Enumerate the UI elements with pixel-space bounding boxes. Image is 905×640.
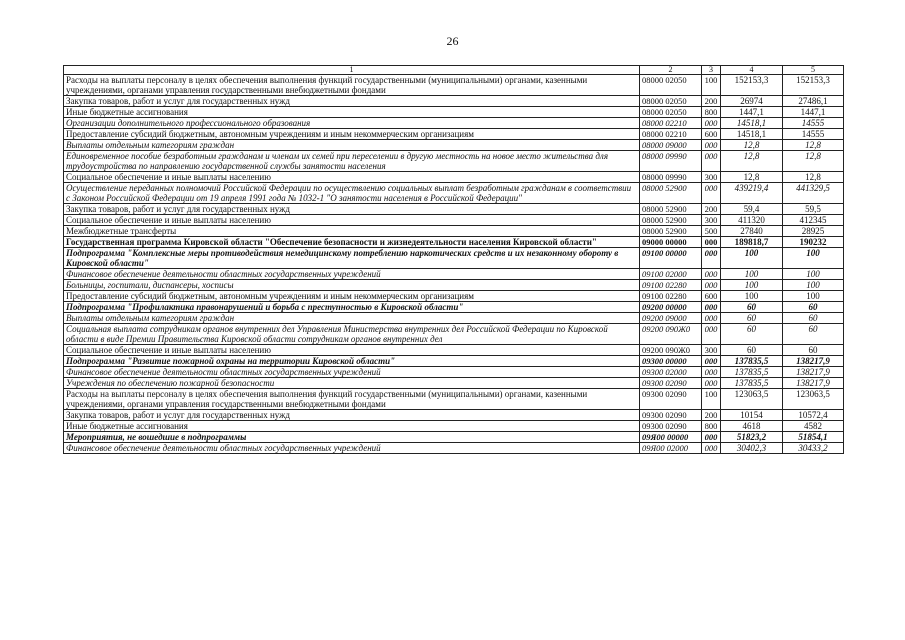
row-amount-2-cell: 441329,5 [783, 183, 844, 204]
row-amount-1-cell: 12,8 [721, 140, 783, 151]
table-row [64, 107, 844, 118]
row-amount-2-cell: 60 [783, 313, 844, 324]
row-type-cell: 300 [702, 172, 721, 183]
row-amount-2-cell: 100 [783, 280, 844, 291]
row-type-cell: 000 [702, 183, 721, 204]
row-type-cell: 000 [702, 356, 721, 367]
row-amount-1-cell: 60 [721, 302, 783, 313]
row-code-cell: 09Я00 02000 [640, 443, 702, 454]
row-amount-2-cell: 27486,1 [783, 96, 844, 107]
row-amount-1-cell: 14518,1 [721, 129, 783, 140]
table-row [64, 75, 844, 96]
row-code-cell: 09300 02090 [640, 389, 702, 410]
row-amount-2-cell: 138217,9 [783, 378, 844, 389]
table-row [64, 140, 844, 151]
table-row [64, 118, 844, 129]
table-body [64, 75, 844, 454]
table-row [64, 280, 844, 291]
table-row [64, 151, 844, 172]
row-code-cell: 09000 00000 [640, 237, 702, 248]
row-amount-1-cell: 4618 [721, 421, 783, 432]
row-name-cell: Социальное обеспечение и иные выплаты населению [64, 172, 640, 183]
row-type-cell: 800 [702, 421, 721, 432]
table-row [64, 345, 844, 356]
table-row [64, 269, 844, 280]
row-amount-2-cell: 14555 [783, 118, 844, 129]
table-row [64, 443, 844, 454]
row-amount-2-cell: 10572,4 [783, 410, 844, 421]
column-header-amount-2: 5 [783, 66, 844, 75]
table-row [64, 432, 844, 443]
row-amount-1-cell: 27840 [721, 226, 783, 237]
row-amount-1-cell: 51823,2 [721, 432, 783, 443]
row-amount-1-cell: 189818,7 [721, 237, 783, 248]
table-row [64, 291, 844, 302]
table-row [64, 410, 844, 421]
row-name-cell: Предоставление субсидий бюджетным, автономным учреждениям и иным некоммерческим организациям [64, 129, 640, 140]
row-amount-2-cell: 100 [783, 248, 844, 269]
row-amount-2-cell: 123063,5 [783, 389, 844, 410]
row-code-cell: 09100 02280 [640, 291, 702, 302]
row-amount-2-cell: 59,5 [783, 204, 844, 215]
row-code-cell: 09300 02090 [640, 421, 702, 432]
row-type-cell: 000 [702, 118, 721, 129]
row-code-cell: 08000 09990 [640, 151, 702, 172]
row-amount-1-cell: 100 [721, 280, 783, 291]
row-amount-1-cell: 137835,5 [721, 378, 783, 389]
row-type-cell: 600 [702, 291, 721, 302]
row-amount-1-cell: 411320 [721, 215, 783, 226]
table-row [64, 204, 844, 215]
row-type-cell: 000 [702, 248, 721, 269]
row-code-cell: 09200 09000 [640, 313, 702, 324]
row-amount-2-cell: 60 [783, 345, 844, 356]
table-row [64, 421, 844, 432]
row-name-cell: Иные бюджетные ассигнования [64, 107, 640, 118]
row-amount-1-cell: 60 [721, 324, 783, 345]
table-row [64, 378, 844, 389]
row-amount-1-cell: 59,4 [721, 204, 783, 215]
row-amount-1-cell: 60 [721, 345, 783, 356]
row-code-cell: 08000 09000 [640, 140, 702, 151]
row-amount-2-cell: 152153,3 [783, 75, 844, 96]
row-code-cell: 09200 090Ж0 [640, 324, 702, 345]
row-amount-1-cell: 100 [721, 248, 783, 269]
row-type-cell: 000 [702, 313, 721, 324]
row-name-cell: Предоставление субсидий бюджетным, автономным учреждениям и иным некоммерческим организациям [64, 291, 640, 302]
row-type-cell: 300 [702, 345, 721, 356]
table-row [64, 183, 844, 204]
row-amount-2-cell: 190232 [783, 237, 844, 248]
row-code-cell: 09100 02000 [640, 269, 702, 280]
row-name-cell: Социальное обеспечение и иные выплаты населению [64, 215, 640, 226]
table-row [64, 356, 844, 367]
row-amount-1-cell: 60 [721, 313, 783, 324]
row-type-cell: 200 [702, 204, 721, 215]
row-code-cell: 09300 02000 [640, 367, 702, 378]
row-name-cell: Закупка товаров, работ и услуг для государственных нужд [64, 410, 640, 421]
row-amount-2-cell: 28925 [783, 226, 844, 237]
row-type-cell: 100 [702, 75, 721, 96]
row-name-cell: Закупка товаров, работ и услуг для государственных нужд [64, 96, 640, 107]
row-amount-1-cell: 26974 [721, 96, 783, 107]
row-type-cell: 600 [702, 129, 721, 140]
row-amount-2-cell: 60 [783, 324, 844, 345]
row-name-cell: Больницы, госпитали, диспансеры, хосписы [64, 280, 640, 291]
row-amount-1-cell: 30402,3 [721, 443, 783, 454]
row-amount-1-cell: 123063,5 [721, 389, 783, 410]
row-amount-1-cell: 12,8 [721, 151, 783, 172]
row-name-cell: Единовременное пособие безработным гражданам и членам их семей при переселении в другую местность на новое место жительства для трудоустройства по направлению государственной службы занятости населения [64, 151, 640, 172]
row-name-cell: Выплаты отдельным категориям граждан [64, 140, 640, 151]
row-type-cell: 000 [702, 324, 721, 345]
row-type-cell: 000 [702, 443, 721, 454]
row-type-cell: 000 [702, 367, 721, 378]
row-type-cell: 000 [702, 140, 721, 151]
row-name-cell: Подпрограмма "Профилактика правонарушений и борьба с преступностью в Кировской области" [64, 302, 640, 313]
row-amount-1-cell: 14518,1 [721, 118, 783, 129]
row-name-cell: Мероприятия, не вошедшие в подпрограммы [64, 432, 640, 443]
row-code-cell: 09300 02090 [640, 410, 702, 421]
row-name-cell: Расходы на выплаты персоналу в целях обеспечения выполнения функций государственными (муниципальными) органами, казенными учреждениями, органами управления государственными внебюджетными фондами [64, 389, 640, 410]
row-code-cell: 09100 02280 [640, 280, 702, 291]
row-name-cell: Учреждения по обеспечению пожарной безопасности [64, 378, 640, 389]
row-amount-2-cell: 51854,1 [783, 432, 844, 443]
row-name-cell: Подпрограмма "Комплексные меры противодействия немедицинскому потреблению наркотических средств и их незаконному обороту в Кировской области" [64, 248, 640, 269]
row-amount-2-cell: 412345 [783, 215, 844, 226]
budget-table [63, 65, 844, 454]
table-row [64, 226, 844, 237]
row-amount-1-cell: 100 [721, 291, 783, 302]
table-row [64, 389, 844, 410]
row-type-cell: 000 [702, 151, 721, 172]
page-number: 26 [446, 34, 459, 48]
row-amount-2-cell: 100 [783, 269, 844, 280]
row-amount-2-cell: 138217,9 [783, 356, 844, 367]
row-name-cell: Закупка товаров, работ и услуг для государственных нужд [64, 204, 640, 215]
row-amount-1-cell: 1447,1 [721, 107, 783, 118]
row-amount-2-cell: 138217,9 [783, 367, 844, 378]
row-amount-2-cell: 12,8 [783, 172, 844, 183]
row-name-cell: Государственная программа Кировской области "Обеспечение безопасности и жизнедеятельности населения Кировской области" [64, 237, 640, 248]
row-type-cell: 000 [702, 302, 721, 313]
row-type-cell: 000 [702, 378, 721, 389]
row-code-cell: 09200 090Ж0 [640, 345, 702, 356]
row-code-cell: 09200 00000 [640, 302, 702, 313]
row-code-cell: 08000 09990 [640, 172, 702, 183]
row-code-cell: 08000 52900 [640, 204, 702, 215]
row-type-cell: 000 [702, 432, 721, 443]
row-name-cell: Финансовое обеспечение деятельности областных государственных учреждений [64, 269, 640, 280]
row-type-cell: 000 [702, 237, 721, 248]
row-amount-2-cell: 30433,2 [783, 443, 844, 454]
table-row [64, 324, 844, 345]
table-row [64, 313, 844, 324]
row-amount-1-cell: 439219,4 [721, 183, 783, 204]
row-amount-1-cell: 152153,3 [721, 75, 783, 96]
table-row [64, 302, 844, 313]
row-amount-2-cell: 4582 [783, 421, 844, 432]
row-name-cell: Финансовое обеспечение деятельности областных государственных учреждений [64, 367, 640, 378]
row-amount-1-cell: 137835,5 [721, 356, 783, 367]
row-type-cell: 800 [702, 107, 721, 118]
row-name-cell: Организации дополнительного профессионального образования [64, 118, 640, 129]
row-code-cell: 09300 02090 [640, 378, 702, 389]
row-name-cell: Межбюджетные трансферты [64, 226, 640, 237]
row-code-cell: 08000 52900 [640, 183, 702, 204]
row-type-cell: 000 [702, 280, 721, 291]
row-amount-2-cell: 14555 [783, 129, 844, 140]
row-amount-1-cell: 137835,5 [721, 367, 783, 378]
row-name-cell: Подпрограмма "Развитие пожарной охраны на территории Кировской области" [64, 356, 640, 367]
row-code-cell: 09300 00000 [640, 356, 702, 367]
row-amount-2-cell: 1447,1 [783, 107, 844, 118]
row-amount-1-cell: 10154 [721, 410, 783, 421]
row-name-cell: Социальное обеспечение и иные выплаты населению [64, 345, 640, 356]
table-row [64, 367, 844, 378]
row-type-cell: 200 [702, 410, 721, 421]
row-name-cell: Осуществление переданных полномочий Российской Федерации по осуществлению социальных выплат безработным гражданам в соответствии с Законом Российской Федерации от 19 апреля 1991 года № 1032-1 "О занятости населения в Российской Федерации" [64, 183, 640, 204]
header-row [64, 66, 844, 75]
row-code-cell: 08000 52900 [640, 226, 702, 237]
row-code-cell: 08000 02050 [640, 75, 702, 96]
row-type-cell: 000 [702, 269, 721, 280]
row-type-cell: 200 [702, 96, 721, 107]
table-row [64, 172, 844, 183]
row-code-cell: 08000 02210 [640, 118, 702, 129]
row-type-cell: 500 [702, 226, 721, 237]
table-row [64, 129, 844, 140]
table-row [64, 215, 844, 226]
row-amount-1-cell: 12,8 [721, 172, 783, 183]
row-name-cell: Социальная выплата сотрудникам органов внутренних дел Управления Министерства внутренних дел Российской Федерации по Кировской области в виде Премии Правительства Кировской области сотрудникам органов внутренних дел [64, 324, 640, 345]
table-row [64, 248, 844, 269]
row-name-cell: Выплаты отдельным категориям граждан [64, 313, 640, 324]
row-code-cell: 09Я00 00000 [640, 432, 702, 443]
row-amount-2-cell: 12,8 [783, 151, 844, 172]
column-header-type: 3 [702, 66, 721, 75]
row-name-cell: Финансовое обеспечение деятельности областных государственных учреждений [64, 443, 640, 454]
row-type-cell: 300 [702, 215, 721, 226]
row-code-cell: 08000 02050 [640, 96, 702, 107]
row-code-cell: 09100 00000 [640, 248, 702, 269]
row-amount-2-cell: 12,8 [783, 140, 844, 151]
row-amount-2-cell: 60 [783, 302, 844, 313]
row-code-cell: 08000 52900 [640, 215, 702, 226]
column-header-code: 2 [640, 66, 702, 75]
column-header-amount-1: 4 [721, 66, 783, 75]
row-code-cell: 08000 02210 [640, 129, 702, 140]
row-amount-1-cell: 100 [721, 269, 783, 280]
row-amount-2-cell: 100 [783, 291, 844, 302]
row-code-cell: 08000 02050 [640, 107, 702, 118]
row-name-cell: Расходы на выплаты персоналу в целях обеспечения выполнения функций государственными (муниципальными) органами, казенными учреждениями, органами управления государственными внебюджетными фондами [64, 75, 640, 96]
table-row [64, 237, 844, 248]
table-row [64, 96, 844, 107]
row-type-cell: 100 [702, 389, 721, 410]
column-header-name: 1 [64, 66, 640, 75]
row-name-cell: Иные бюджетные ассигнования [64, 421, 640, 432]
